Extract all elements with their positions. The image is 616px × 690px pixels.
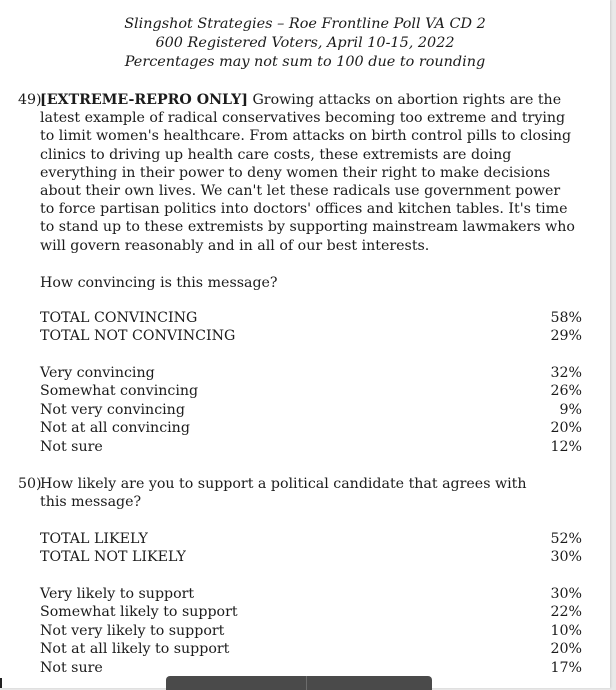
question-50 [18,475,538,511]
table-row [40,327,582,345]
row-value: 32% [550,365,582,381]
table-row [40,530,582,548]
row-value: 30% [550,549,582,566]
row-value: 29% [550,328,582,345]
row-label: Not sure [40,438,103,455]
row-value: 12% [550,438,582,455]
row-value: 20% [550,420,582,437]
question-prompt: How convincing is this message? [40,275,278,291]
row-value: 52% [550,531,582,547]
row-value: 20% [550,641,582,658]
row-label: Not sure [40,659,103,676]
q49-totals-table [40,309,582,346]
q50-details-table [40,585,582,677]
table-row [40,585,582,603]
q50-totals-table [40,530,582,567]
row-value: 9% [559,401,582,418]
row-label: Not at all convincing [40,420,190,437]
row-label: Very likely to support [40,586,195,602]
document-header [0,15,610,72]
row-label: Somewhat convincing [40,383,199,400]
table-row [40,419,582,437]
table-row [40,401,582,419]
row-label: TOTAL CONVINCING [40,310,198,326]
row-value: 22% [550,604,582,621]
header-sample: 600 Registered Voters, April 10-15, 2022 [155,35,455,51]
table-row [40,309,582,327]
row-label: Very convincing [40,365,155,381]
row-label: TOTAL NOT CONVINCING [40,328,236,345]
row-label: Not at all likely to support [40,641,230,658]
question-49 [18,91,578,255]
question-number: 49) [18,92,42,108]
page-edge-marker [0,678,2,688]
row-value: 58% [550,310,582,326]
table-row [40,548,582,566]
row-label: Not very likely to support [40,622,225,639]
table-row [40,382,582,400]
row-value: 26% [550,383,582,400]
header-title: Slingshot Strategies – Roe Frontline Poll VA CD 2 [124,16,486,32]
question-tag: [EXTREME-REPRO ONLY] [40,92,248,108]
q49-details-table [40,364,582,456]
row-label: Somewhat likely to support [40,604,238,621]
row-value: 30% [550,586,582,602]
table-row [40,622,582,640]
table-row [40,438,582,456]
row-label: TOTAL LIKELY [40,531,148,547]
table-row [40,659,582,677]
table-row [40,640,582,658]
row-label: Not very convincing [40,401,185,418]
question-body: Growing attacks on abortion rights are the latest example of radical conservatives becoming too extreme and trying to limit women's healthcare. From attacks on birth control pills to closing clinics to driving up health care costs, these extremists are doing everything in their power to deny women their right to make decisions about their own lives. We can't let these radicals use government power to force partisan politics into doctors' offices and kitchen tables. It's time to stand up to these extremists by supporting mainstream lawmakers who will govern reasonably and in all of our best interests. [40,92,575,254]
question-number: 50) [18,476,42,492]
row-label: TOTAL NOT LIKELY [40,549,186,566]
question-text [40,91,578,255]
header-note: Percentages may not sum to 100 due to rounding [124,54,486,70]
row-value: 10% [550,622,582,639]
question-text: How likely are you to support a political candidate that agrees with this message? [40,476,527,511]
row-value: 17% [550,659,582,676]
table-row [40,603,582,621]
table-row [40,364,582,382]
